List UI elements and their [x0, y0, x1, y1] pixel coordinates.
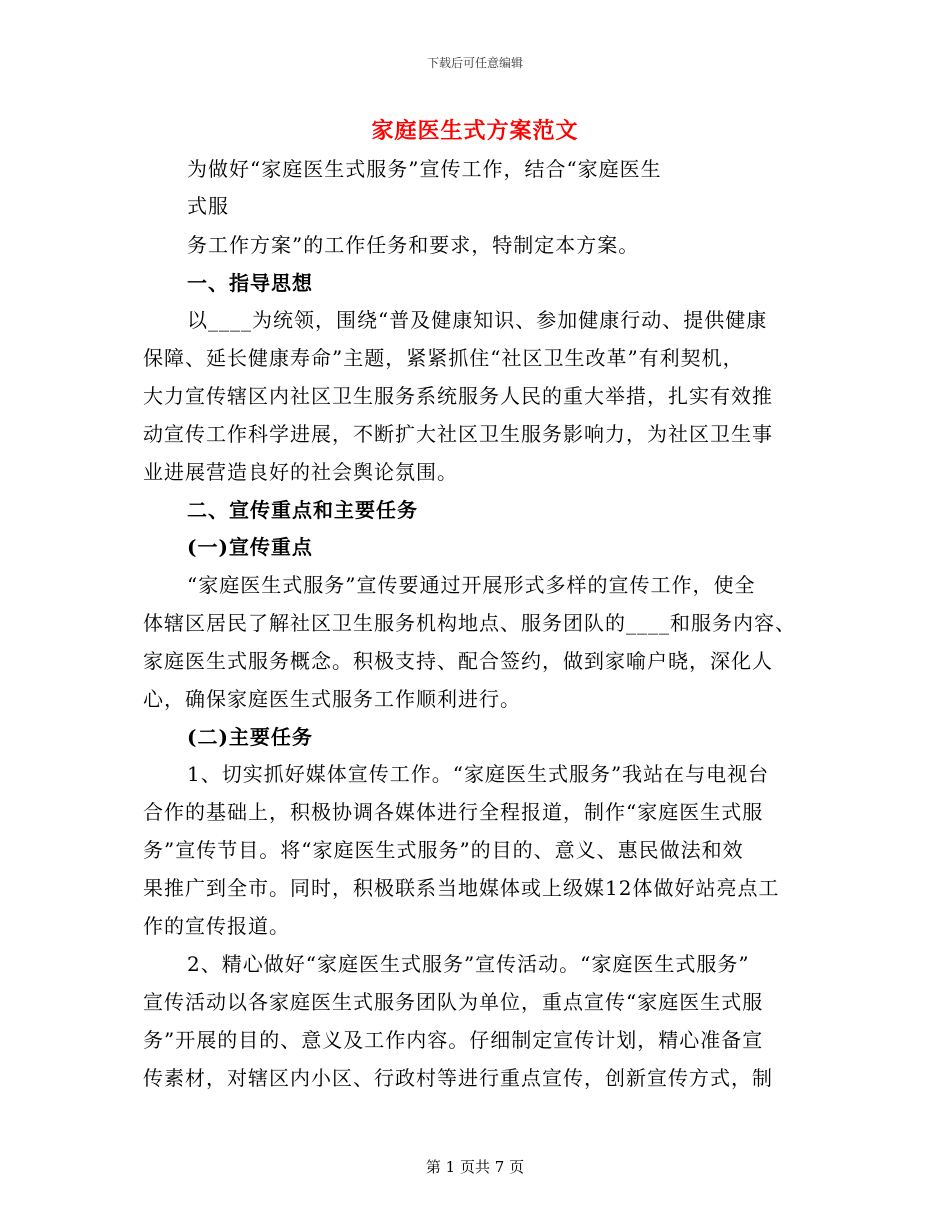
text-line: 动宣传工作科学进展，不断扩大社区卫生服务影响力，为社区卫生事 [143, 422, 773, 446]
text-line: 以____为统领，围绕“普及健康知识、参加健康行动、提供健康 [187, 308, 768, 332]
text-line: 传素材，对辖区内小区、行政村等进行重点宣传，创新宣传方式，制 [143, 1066, 773, 1090]
text-line: 为做好“家庭医生式服务”宣传工作，结合“家庭医生 [187, 157, 662, 181]
text-line: 业进展营造良好的社会舆论氛围。 [143, 460, 458, 484]
text-line: 1、切实抓好媒体宣传工作。“家庭医生式服务”我站在与电视台 [187, 762, 770, 786]
text-line: 式服 [187, 194, 229, 218]
header-note: 下载后可任意编辑 [426, 56, 523, 70]
text-line: 2、精心做好“家庭医生式服务”宣传活动。“家庭医生式服务” [187, 952, 750, 976]
document-title: 家庭医生式方案范文 [371, 118, 579, 144]
section-heading: 二、宣传重点和主要任务 [187, 498, 418, 522]
text-line: 合作的基础上，积极协调各媒体进行全程报道，制作“家庭医生式服 [143, 800, 764, 824]
section-heading: 一、指导思想 [187, 271, 313, 295]
text-line: 务”开展的目的、意义及工作内容。仔细制定宣传计划，精心准备宣 [143, 1028, 764, 1052]
text-line: 保障、延长健康寿命”主题，紧紧抓住“社区卫生改革”有利契机， [143, 346, 744, 370]
page-footer: 第 1 页共 7 页 [425, 1158, 525, 1176]
section-heading: (二)主要任务 [187, 725, 313, 749]
text-line: 大力宣传辖区内社区卫生服务系统服务人民的重大举措，扎实有效推 [143, 384, 773, 408]
text-line: 心，确保家庭医生式服务工作顺利进行。 [143, 687, 521, 711]
text-line: 作的宣传报道。 [143, 914, 290, 938]
text-line: 家庭医生式服务概念。积极支持、配合签约，做到家喻户晓，深化人 [143, 649, 773, 673]
text-line: 务”宣传节目。将“家庭医生式服务”的目的、意义、惠民做法和效 [143, 838, 744, 862]
text-line: 务工作方案”的工作任务和要求，特制定本方案。 [187, 233, 640, 257]
text-line: 果推广到全市。同时，积极联系当地媒体或上级媒12体做好站亮点工 [143, 876, 780, 900]
text-line: 体辖区居民了解社区卫生服务机构地点、服务团队的____和服务内容、 [143, 611, 796, 635]
section-heading: (一)宣传重点 [187, 535, 313, 559]
text-line: 宣传活动以各家庭医生式服务团队为单位，重点宣传“家庭医生式服 [143, 990, 764, 1014]
text-line: “家庭医生式服务”宣传要通过开展形式多样的宣传工作，使全 [187, 573, 756, 597]
